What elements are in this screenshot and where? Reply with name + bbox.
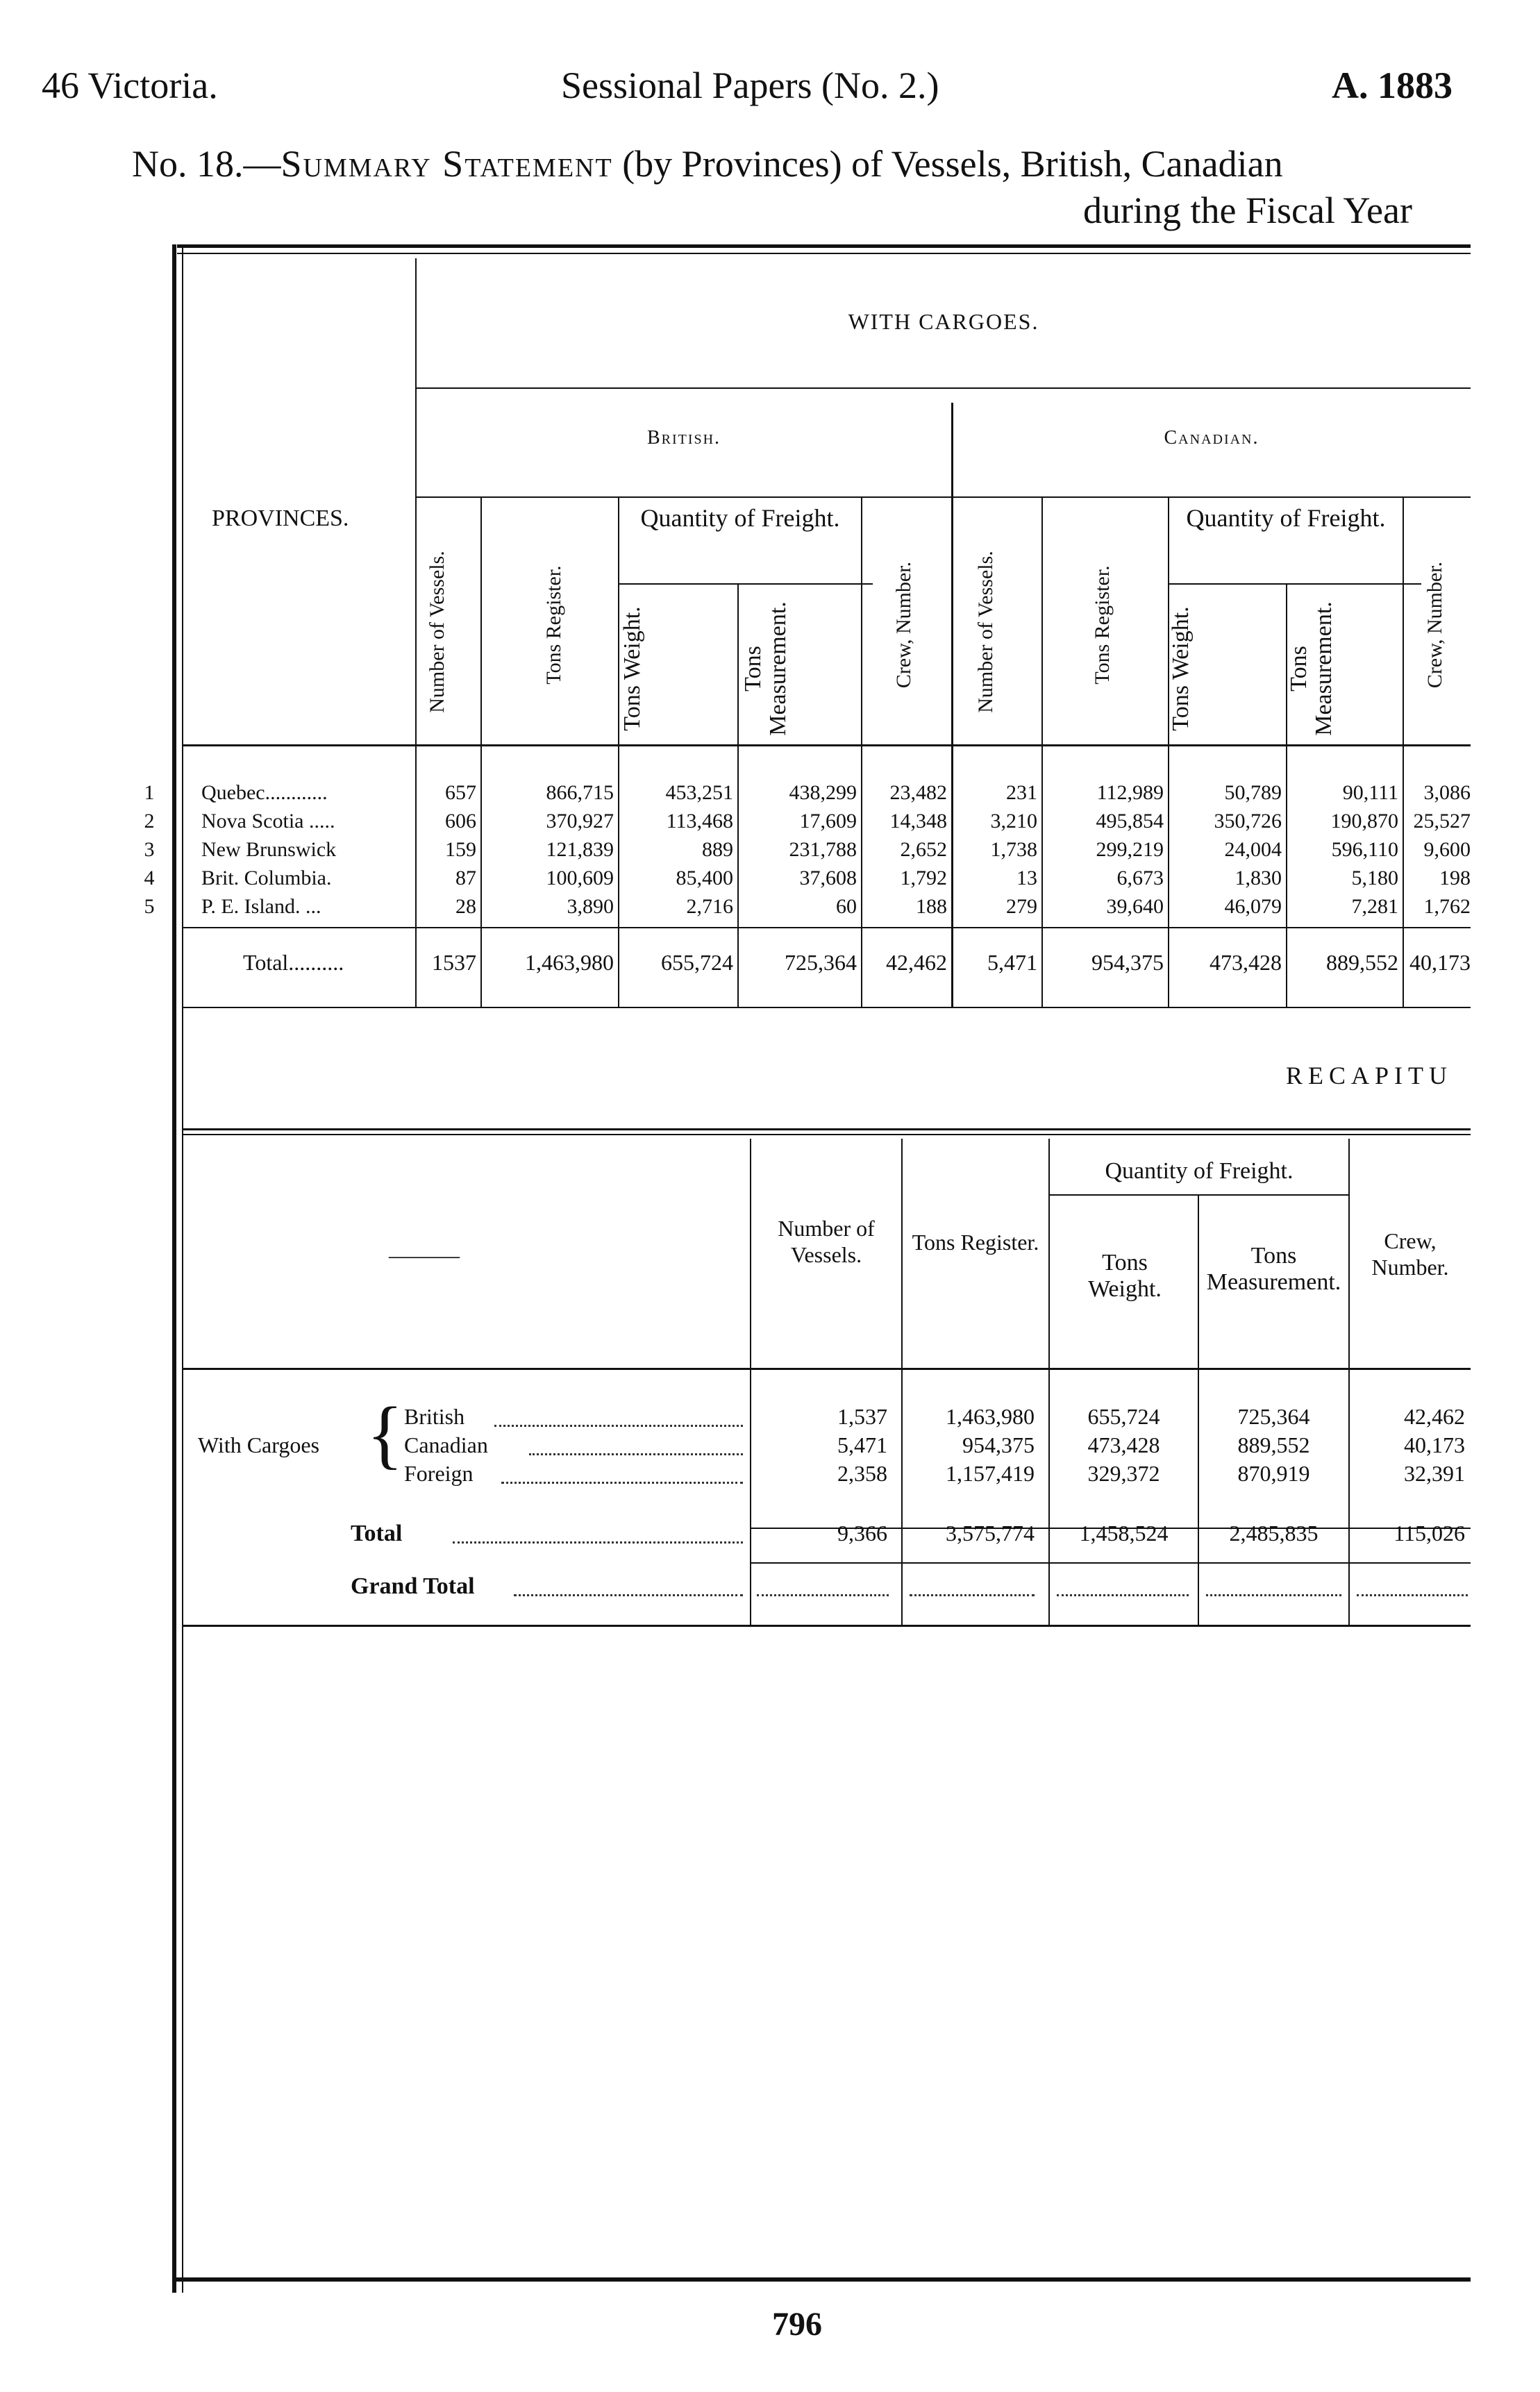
recap-measure-header: Tons Measurement. [1206,1243,1341,1295]
province-name: P. E. Island. ... [201,895,321,918]
cell: 725,364 [785,950,857,975]
cell: 1,458,524 [1079,1521,1169,1546]
running-header-left: 46 Victoria. [42,65,218,106]
recap-weight-header: Tons Weight. [1088,1250,1162,1302]
running-header-center: Sessional Papers (No. 2.) [561,65,939,106]
cell: 231 [1006,781,1037,804]
british-header: British. [646,427,721,449]
cell: 2,716 [686,895,733,918]
canadian-header: Canadian. [1164,427,1259,449]
recap-vessels-header: Number of Vessels. [778,1216,875,1267]
grand-total-label: Grand Total [351,1573,475,1599]
canadian-measure-col-header: Tons Measurement. [1286,601,1337,736]
cell: 40,173 [1409,950,1471,975]
cell: 473,428 [1087,1432,1160,1457]
british-register-col-header: Tons Register. [542,565,565,685]
cell: 39,640 [1106,895,1164,918]
cell: 42,462 [1404,1404,1465,1429]
cell: 1,762 [1423,895,1471,918]
cell: 3,210 [990,810,1037,833]
cell: 28 [455,895,476,918]
canadian-vessels-col-header: Number of Vessels. [974,551,997,713]
recap-crew-header: Crew, Number. [1371,1228,1449,1280]
brace-icon: { [367,1391,403,1476]
british-weight-col-header: Tons Weight. [619,606,645,731]
cell: 655,724 [661,950,733,975]
recap-dash: ——— [389,1243,460,1269]
row-number: 3 [144,838,155,861]
cell: 188 [916,895,947,918]
with-cargoes-header: WITH CARGOES. [848,309,1039,334]
cell: 1,537 [837,1404,887,1429]
province-name: Quebec............ [201,781,328,804]
cell: 60 [836,895,857,918]
cell: 870,919 [1237,1461,1310,1486]
recap-row-name: British [404,1404,465,1429]
cell: 9,366 [837,1521,887,1546]
cell: 866,715 [546,781,614,804]
cell: 1,738 [990,838,1037,861]
province-name: Brit. Columbia. [201,867,332,889]
cell: 115,026 [1393,1521,1465,1546]
cell: 198 [1439,867,1471,889]
canadian-crew-col-header: Crew, Number. [1423,561,1446,689]
cell: 112,989 [1096,781,1164,804]
cell: 5,471 [837,1432,887,1457]
cell: 32,391 [1404,1461,1465,1486]
cell: 231,788 [789,838,857,861]
cell: 9,600 [1423,838,1471,861]
cell: 13 [1016,867,1037,889]
cell: 5,180 [1351,867,1398,889]
row-number: 4 [144,867,155,889]
cell: 889,552 [1237,1432,1310,1457]
total-label: Total.......... [243,950,344,975]
title-prefix: No. 18.— [132,143,281,185]
recap-row-name: Canadian [404,1432,488,1457]
recap-row-name: Foreign [404,1461,474,1486]
cell: 5,471 [987,950,1037,975]
recap-total-label: Total [351,1521,403,1546]
cell: 90,111 [1342,781,1398,804]
cell: 370,927 [546,810,614,833]
british-measure-col-header: Tons Measurement. [740,601,791,736]
title-line2: during the Fiscal Year [1083,190,1412,231]
province-name: New Brunswick [201,838,337,861]
cell: 113,468 [666,810,733,833]
title-rest: (by Provinces) of Vessels, British, Canadian [612,143,1283,185]
cell: 2,358 [837,1461,887,1486]
cell: 23,482 [889,781,947,804]
cell: 438,299 [789,781,857,804]
running-header-right: A. 1883 [1332,65,1453,106]
cell: 37,608 [799,867,857,889]
cell: 1,157,419 [946,1461,1035,1486]
cell: 159 [445,838,476,861]
row-number: 1 [144,781,155,804]
cell: 889 [702,838,733,861]
canadian-weight-col-header: Tons Weight. [1168,606,1194,731]
recap-heading: RECAPITU [1286,1062,1453,1089]
cell: 606 [445,810,476,833]
cell: 85,400 [676,867,733,889]
cell: 87 [455,867,476,889]
cell: 40,173 [1404,1432,1465,1457]
row-number: 5 [144,895,155,918]
cell: 7,281 [1351,895,1398,918]
cell: 25,527 [1413,810,1471,833]
cell: 14,348 [889,810,947,833]
cell: 121,839 [546,838,614,861]
cell: 100,609 [546,867,614,889]
cell: 2,485,835 [1229,1521,1319,1546]
cell: 655,724 [1087,1404,1160,1429]
cell: 1,792 [900,867,947,889]
cell: 954,375 [1091,950,1164,975]
cell: 1,463,980 [946,1404,1035,1429]
cell: 350,726 [1214,810,1282,833]
british-freight-header: Quantity of Freight. [640,504,840,532]
cell: 453,251 [665,781,733,804]
cell: 3,890 [567,895,614,918]
cell: 889,552 [1326,950,1398,975]
cell: 3,086 [1423,781,1471,804]
cell: 6,673 [1116,867,1164,889]
cell: 1,830 [1234,867,1282,889]
title-label: Summary Statement [281,143,613,185]
cell: 1537 [432,950,476,975]
canadian-freight-header: Quantity of Freight. [1186,504,1386,532]
cell: 24,004 [1224,838,1282,861]
page-title [132,142,1283,185]
cell: 42,462 [886,950,947,975]
provinces-header: PROVINCES. [212,505,349,531]
cell: 17,609 [799,810,857,833]
cell: 473,428 [1210,950,1282,975]
cell: 2,652 [900,838,947,861]
british-crew-col-header: Crew, Number. [892,561,915,689]
cell: 596,110 [1331,838,1398,861]
recap-register-header: Tons Register. [912,1230,1039,1255]
cell: 495,854 [1096,810,1164,833]
cell: 299,219 [1096,838,1164,861]
cell: 329,372 [1087,1461,1160,1486]
cell: 1,463,980 [525,950,614,975]
cell: 46,079 [1224,895,1282,918]
british-vessels-col-header: Number of Vessels. [426,551,449,713]
cell: 657 [445,781,476,804]
recap-group-label: With Cargoes [198,1432,319,1457]
cell: 3,575,774 [946,1521,1035,1546]
cell: 50,789 [1224,781,1282,804]
cell: 279 [1006,895,1037,918]
cell: 725,364 [1237,1404,1310,1429]
row-number: 2 [144,810,155,833]
province-name: Nova Scotia ..... [201,810,335,833]
recap-freight-header: Quantity of Freight. [1105,1158,1294,1184]
cell: 190,870 [1330,810,1398,833]
page-number: 796 [772,2306,822,2343]
cell: 954,375 [962,1432,1035,1457]
canadian-register-col-header: Tons Register. [1091,565,1114,685]
